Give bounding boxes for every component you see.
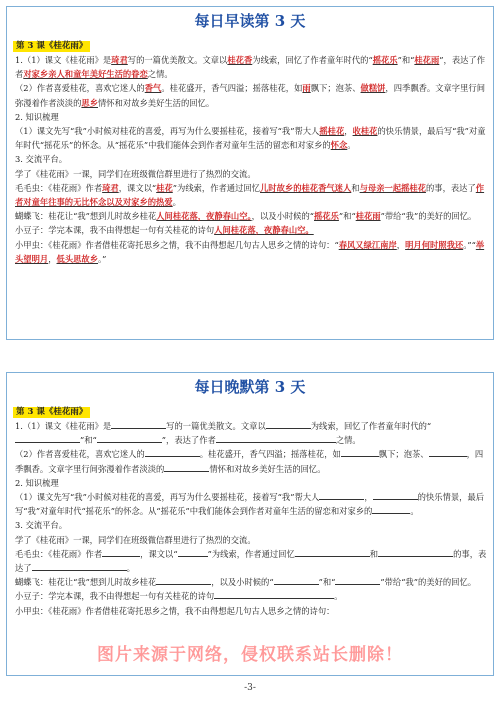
card-body xyxy=(7,52,493,266)
blank[interactable] xyxy=(266,420,311,429)
blank[interactable] xyxy=(164,463,209,472)
answer: 人间桂花落，夜静春山空。 xyxy=(214,225,314,236)
blank[interactable] xyxy=(216,434,336,443)
card-title: 每日晚默第 3 天 xyxy=(194,378,306,396)
comment-xiaojiachong: 小甲虫：《桂花雨》作者借桂花寄托思乡之情，我不由得想起几句古人思乡之情的诗句： xyxy=(15,605,335,616)
blank[interactable] xyxy=(378,548,453,557)
discussion-intro: 学了《桂花雨》一课，同学们在班级微信群里进行了热烈的交流。 xyxy=(15,534,256,545)
answer: 举头望明月 xyxy=(15,239,485,264)
answer: 儿时故乡的桂花香气迷人 xyxy=(260,182,352,193)
question-1-2: （2）作者喜爱桂花，喜欢它迷人的香气。桂花盛开，香气四溢；摇落桂花，如雨飘下；泡茶、做糕饼，四季飘香。文章字里行间弥漫着作者淡淡的思乡情怀和对故乡美好生活的回忆。 xyxy=(15,83,485,108)
blank[interactable] xyxy=(15,434,80,443)
answer: 桂花 xyxy=(156,182,173,193)
question-2: （1）课文先写“我”小时候对桂花的喜爱，再写为什么要摇桂花，接着写“我”帮大人 ， 的快乐情景，最后写“我”对童年时代“摇花乐”的怀念。从“摇花乐”中我们能体会到作者对童年生活的留恋和对家乡的 。 xyxy=(15,492,485,517)
comment-maomaochong: 毛毛虫：《桂花雨》作者 ，课文以“ ”为线索，作者通过回忆 和 的事，表达了 。 xyxy=(15,548,487,574)
blank[interactable] xyxy=(111,420,166,429)
comment-hudiefei: 蝴蝶飞：桂花让“我”想到儿时故乡桂花人间桂花落，夜静春山空。，以及小时候的“摇花乐”和“桂花雨”带给“我”的美好的回忆。 xyxy=(15,211,477,222)
blank[interactable] xyxy=(32,562,127,571)
question-2: （1）课文先写“我”小时候对桂花的喜爱，再写为什么要摇桂花，接着写“我”帮大人摇桂花，收桂花的快乐情景，最后写“我”对童年时代“摇花乐”的怀念。从“摇花乐”中我们能体会到作者对童年生活的留恋和对家乡的怀念。 xyxy=(15,126,486,151)
answer: 雨 xyxy=(302,83,311,94)
blank[interactable] xyxy=(274,576,319,585)
answer: 与母亲一起摇桂花 xyxy=(359,182,426,193)
answer: 摇花乐 xyxy=(372,55,398,65)
answer: 对家乡亲人和童年美好生活的眷恋 xyxy=(23,69,148,80)
answer: 怀念 xyxy=(330,140,348,151)
question-1-1: 1.（1）课文《桂花雨》是 写的一篇优美散文。文章以 为线索，回忆了作者童年时代的“”和“ ”，表达了作者 之情。 xyxy=(15,421,432,446)
answer: 桂花香 xyxy=(227,55,253,65)
comment-xiaodouzi: 小豆子：学完本课，我不由得想起一句有关桂花的诗句人间桂花落，夜静春山空。 xyxy=(15,225,314,236)
source-watermark: 图片来源于网络，侵权联系站长删除！ xyxy=(97,645,403,665)
answer: 香气 xyxy=(144,83,162,94)
comment-xiaodouzi: 小豆子：学完本课，我不由得想起一句有关桂花的诗句 。 xyxy=(15,591,343,602)
page-number: -3- xyxy=(244,683,256,693)
lesson-tag: 第 3 课《桂花雨》 xyxy=(13,407,90,418)
answer: 琦君 xyxy=(111,55,128,65)
blank[interactable] xyxy=(156,576,211,585)
blank[interactable] xyxy=(341,448,379,457)
blank[interactable] xyxy=(214,590,334,599)
blank[interactable] xyxy=(373,491,418,500)
comment-maomaochong: 毛毛虫：《桂花雨》作者琦君，课文以“桂花”为线索，作者通过回忆儿时故乡的桂花香气迷人和与母亲一起摇桂花的事，表达了作者对童年往事的无比怀念以及对家乡的热爱。 xyxy=(15,182,485,208)
answer: 摇花乐 xyxy=(314,211,339,222)
discussion-intro: 学了《桂花雨》一课，同学们在班级微信群里进行了热烈的交流。 xyxy=(15,168,256,179)
comment-xiaojiachong: 小甲虫：《桂花雨》作者借桂花寄托思乡之情，我不由得想起几句古人思乡之情的诗句：“春风又绿江南岸，明月何时照我还。”“举头望明月，低头思故乡。” xyxy=(15,239,485,264)
blank[interactable] xyxy=(319,491,364,500)
blank[interactable] xyxy=(178,548,208,557)
blank[interactable] xyxy=(145,448,200,457)
section-3-heading: 3. 交流平台。 xyxy=(15,154,68,165)
blank[interactable] xyxy=(372,505,410,514)
lesson-tag: 第 3 课《桂花雨》 xyxy=(13,41,90,52)
section-3-heading: 3. 交流平台。 xyxy=(15,520,68,531)
answer: 摇桂花 xyxy=(319,126,345,137)
blank[interactable] xyxy=(335,576,380,585)
blank[interactable] xyxy=(429,448,467,457)
answer: 人间桂花落，夜静春山空。 xyxy=(156,211,252,222)
answer: 收桂花 xyxy=(352,126,378,137)
evening-dictation-card xyxy=(6,372,494,676)
question-1-1: 1.（1）课文《桂花雨》是琦君写的一篇优美散文。文章以桂花香为线索，回忆了作者童年时代的“摇花乐”和“桂花雨”，表达了作者对家乡亲人和童年美好生活的眷恋之情。 xyxy=(15,55,486,80)
comment-hudiefei: 蝴蝶飞：桂花让“我”想到儿时故乡桂花 ，以及小时候的“ ”和“ ”带给“我”的美好的回忆。 xyxy=(15,577,477,588)
answer: 思乡 xyxy=(81,97,98,108)
answer: 桂花雨 xyxy=(355,211,381,222)
blank[interactable] xyxy=(295,548,370,557)
section-2-heading: 2. 知识梳理 xyxy=(15,477,59,488)
blank[interactable] xyxy=(97,434,162,443)
answer: 作者对童年往事的无比怀念以及对家乡的热爱 xyxy=(15,182,485,208)
blank[interactable] xyxy=(102,548,140,557)
card-body xyxy=(7,418,493,618)
answer: 琦君 xyxy=(102,182,119,193)
answer: 春风又绿江南岸 xyxy=(338,239,397,250)
question-1-2: （2）作者喜爱桂花，喜欢它迷人的 。桂花盛开，香气四溢；摇落桂花，如 飘下；泡茶、 ，四季飘香。文章字里行间弥漫着作者淡淡的 情怀和对故乡美好生活的回忆。 xyxy=(15,449,484,474)
answer: 明月何时照我还 xyxy=(405,239,464,250)
answer: 低头思故乡 xyxy=(56,253,99,264)
answer: 做糕饼 xyxy=(360,83,386,94)
card-title: 每日早读第 3 天 xyxy=(194,12,306,30)
morning-reading-card xyxy=(6,6,494,340)
section-2-heading: 2. 知识梳理 xyxy=(15,111,59,122)
answer: 桂花雨 xyxy=(414,55,440,65)
